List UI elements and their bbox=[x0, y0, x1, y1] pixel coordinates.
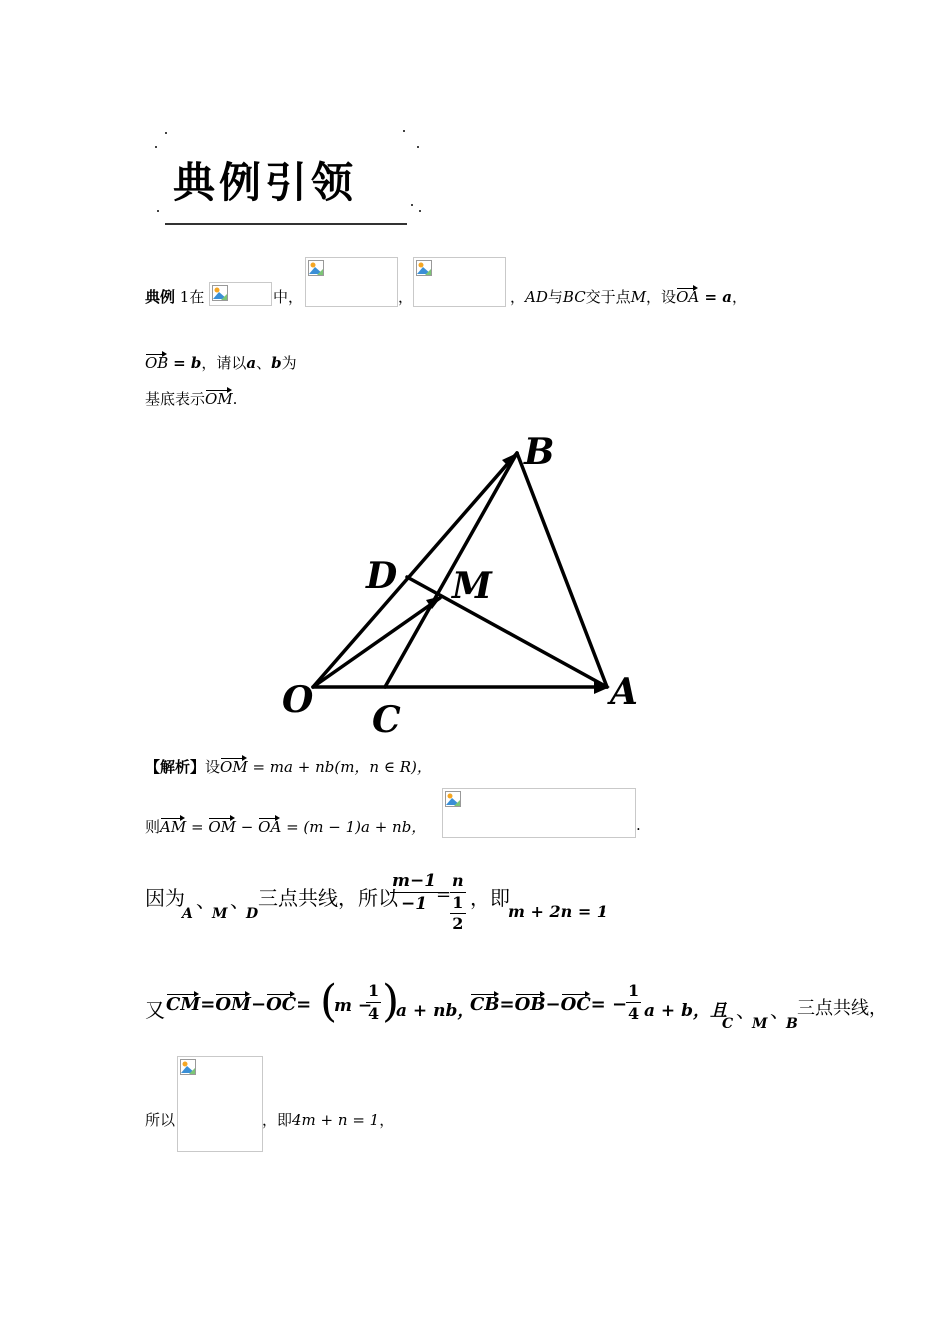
broken-image-placeholder bbox=[305, 257, 398, 307]
cb-expression: CB=OB−OC= − bbox=[470, 994, 628, 1015]
fraction-3: $\frac{1}{4}$ bbox=[368, 981, 380, 1023]
fraction-1: $\frac{m-1}{-1}$ bbox=[392, 871, 437, 914]
vector-am: AM bbox=[160, 818, 187, 836]
broken-image-placeholder bbox=[209, 282, 272, 306]
vector-ob: OB bbox=[145, 354, 169, 372]
example-label: 典例 bbox=[145, 288, 176, 306]
vector-oa: OA bbox=[676, 288, 700, 306]
vector-om: OM bbox=[205, 390, 233, 408]
paren-right: ) bbox=[382, 976, 400, 1027]
example-line-3: 基底表示OM. bbox=[145, 390, 238, 408]
cm-expression: CM=OM−OC= bbox=[166, 994, 312, 1015]
fraction-2: n 1 2 bbox=[452, 871, 464, 933]
segment-ba bbox=[517, 453, 607, 687]
broken-image-placeholder bbox=[413, 257, 506, 307]
result-line: ，即4m + n = 1， bbox=[262, 1111, 395, 1129]
fraction-4: $\frac{1}{4}$ bbox=[628, 981, 640, 1023]
vector-om: OM bbox=[220, 758, 248, 776]
label-m: M bbox=[452, 565, 492, 607]
solution-line-2: 则AM = OM − OA = (m − 1)a + nb， bbox=[145, 818, 427, 836]
paren-left: ( bbox=[320, 976, 338, 1027]
label-a: A bbox=[610, 671, 638, 713]
arrow-a bbox=[594, 680, 610, 694]
segment-om bbox=[313, 598, 440, 687]
label-d: D bbox=[366, 555, 398, 597]
heading-title: 典例引领 bbox=[173, 158, 358, 207]
segment-da bbox=[407, 577, 607, 687]
example-line-1: 典例 1在 bbox=[145, 288, 205, 306]
solution-line-1: 【解析】设OM = ma + nb(m，n ∈ R)， bbox=[145, 758, 432, 776]
heading-underline bbox=[165, 223, 407, 225]
segment-bc bbox=[385, 453, 517, 687]
label-o: O bbox=[282, 679, 314, 721]
label-b: B bbox=[524, 431, 555, 473]
example-number: 1 bbox=[179, 288, 190, 306]
label-c: C bbox=[372, 699, 401, 740]
broken-image-placeholder bbox=[442, 788, 636, 838]
example-line-1-tail: ，AD与BC交于点M，设OA = a， bbox=[510, 288, 747, 306]
broken-image-placeholder bbox=[177, 1056, 263, 1152]
heading-banner bbox=[155, 128, 423, 232]
geometry-figure bbox=[270, 420, 650, 740]
example-line-2: OB = b，请以a、b为 bbox=[145, 354, 297, 372]
